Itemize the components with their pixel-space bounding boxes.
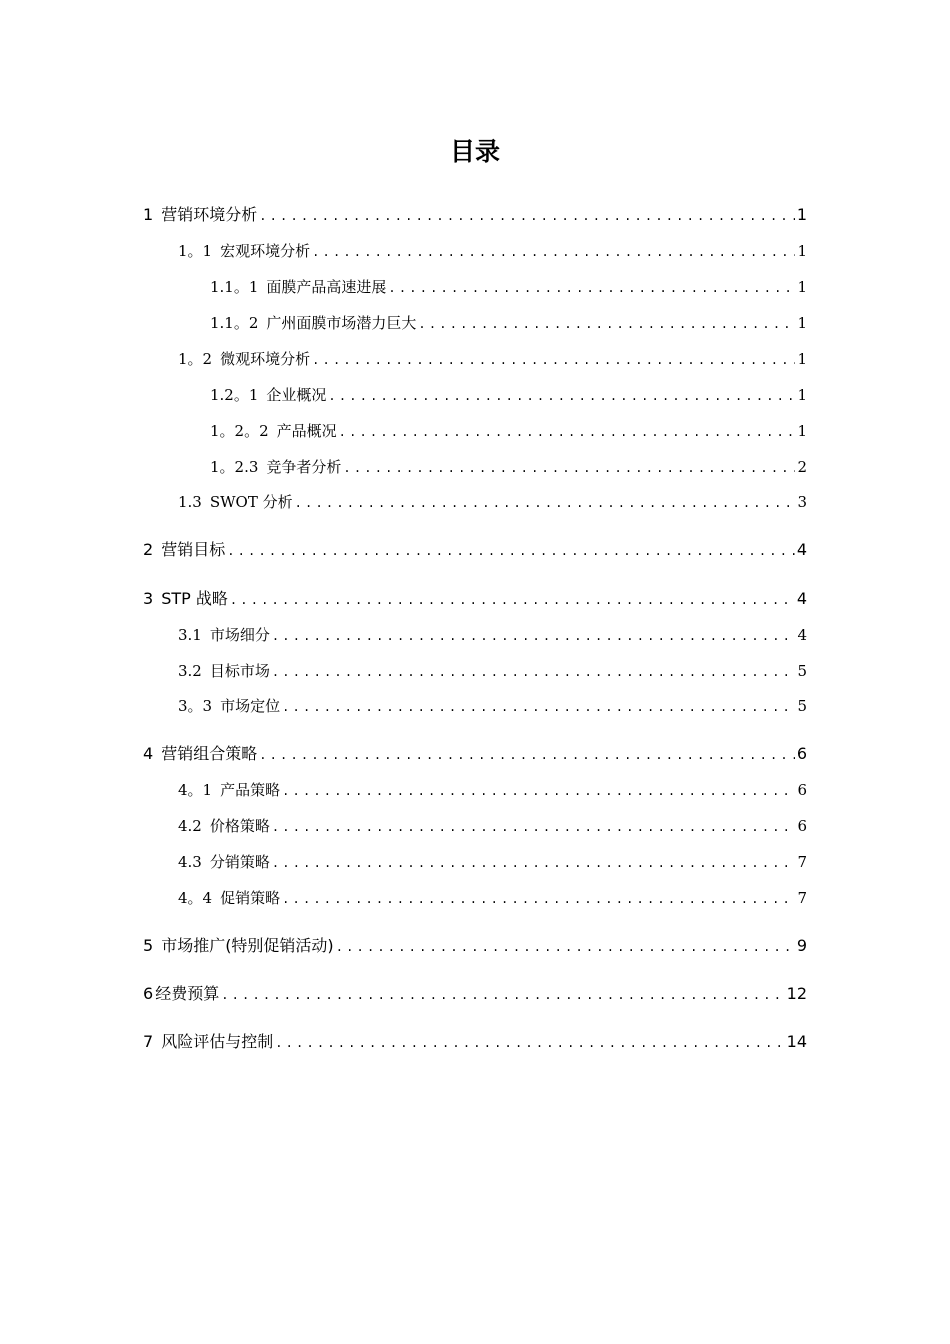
toc-entry-label: 价格策略 [209, 817, 270, 835]
toc-entry[interactable] [210, 420, 807, 442]
toc-entry-page: 2 [797, 458, 807, 476]
dot-leader [272, 816, 796, 838]
toc-entry-number: 1.1。2 [210, 314, 259, 332]
dot-leader [343, 457, 795, 479]
dot-leader [295, 492, 796, 514]
toc-entry[interactable] [143, 983, 807, 1005]
toc-entry-number: 1.1。1 [210, 278, 259, 296]
toc-entry[interactable] [143, 539, 807, 561]
toc-entry[interactable] [143, 204, 807, 226]
dot-leader [339, 421, 796, 443]
dot-leader [227, 540, 795, 562]
dot-leader [221, 984, 784, 1006]
toc-entry-label: 分销策略 [209, 853, 270, 871]
dot-leader [272, 625, 796, 647]
toc-entry-label: 企业概况 [266, 386, 327, 404]
dot-leader [275, 1032, 784, 1054]
toc-entry-number: 1 [143, 205, 154, 224]
toc-entry-page: 1 [797, 314, 807, 332]
toc-entry-label: 促销策略 [220, 889, 281, 907]
toc-entry-label: 宏观环境分析 [220, 242, 311, 260]
dot-leader [272, 852, 796, 874]
toc-entry[interactable] [178, 851, 807, 873]
toc-entry-number: 4 [143, 744, 154, 763]
toc-entry-number: 4。1 [178, 781, 213, 799]
toc-entry-page: 14 [786, 1032, 807, 1051]
toc-entry-number: 1.3 [178, 493, 202, 511]
toc-entry[interactable] [178, 660, 807, 682]
toc-entry[interactable] [178, 887, 807, 909]
toc-entry[interactable] [210, 384, 807, 406]
toc-entry-page: 1 [796, 205, 807, 224]
toc-entry-label: 市场推广(特别促销活动) [161, 936, 334, 955]
toc-entry-number: 1。2.3 [210, 458, 259, 476]
toc-entry-label: 竞争者分析 [266, 458, 342, 476]
toc-entry-number: 1.2。1 [210, 386, 259, 404]
dot-leader [312, 241, 795, 263]
toc-entry-page: 1 [797, 350, 807, 368]
toc-entry[interactable] [143, 588, 807, 610]
toc-entry-page: 6 [796, 744, 807, 763]
toc-entry-page: 12 [786, 984, 807, 1003]
dot-leader [230, 589, 795, 611]
dot-leader [418, 313, 795, 335]
toc-entry-page: 4 [796, 589, 807, 608]
toc-entry-label: 目标市场 [209, 662, 270, 680]
toc-entry-page: 6 [797, 781, 807, 799]
toc-entry[interactable] [210, 312, 807, 334]
toc-entry-page: 5 [797, 697, 807, 715]
toc-entry-page: 5 [797, 662, 807, 680]
toc-entry-label: 广州面膜市场潜力巨大 [266, 314, 417, 332]
toc-title: 目录 [449, 137, 500, 166]
toc-entry-page: 1 [797, 278, 807, 296]
toc-entry[interactable] [178, 779, 807, 801]
toc-entry-label: 产品概况 [276, 422, 337, 440]
toc-entry-page: 1 [797, 242, 807, 260]
toc-entry-page: 9 [796, 936, 807, 955]
dot-leader [312, 349, 795, 371]
toc-entry-label: 营销环境分析 [161, 205, 258, 224]
dot-leader [282, 888, 795, 910]
toc-entry-label: 面膜产品高速进展 [266, 278, 387, 296]
toc-entry-number: 4。4 [178, 889, 213, 907]
toc-entry-page: 6 [797, 817, 807, 835]
toc-entry-number: 1。2 [178, 350, 213, 368]
toc-entry[interactable] [143, 1031, 807, 1053]
toc-entry-page: 1 [797, 422, 807, 440]
toc-entry[interactable] [178, 624, 807, 646]
toc-entry-number: 3。3 [178, 697, 213, 715]
toc-entry-label: 营销目标 [161, 540, 226, 559]
dot-leader [282, 780, 795, 802]
toc-entry-label: 微观环境分析 [220, 350, 311, 368]
toc-entry-number: 1。2。2 [210, 422, 269, 440]
toc-entry-number: 3.2 [178, 662, 202, 680]
toc-entry[interactable] [210, 456, 807, 478]
toc-entry-page: 4 [797, 626, 807, 644]
toc-entry[interactable] [210, 276, 807, 298]
toc-entry[interactable] [143, 935, 807, 957]
toc-entry-number: 3.1 [178, 626, 202, 644]
dot-leader [259, 205, 795, 227]
toc-entry-label: 市场细分 [209, 626, 270, 644]
toc-entry-number: 4.3 [178, 853, 202, 871]
toc-entry-page: 7 [797, 853, 807, 871]
toc-entry[interactable] [178, 491, 807, 513]
toc-entry-page: 3 [797, 493, 807, 511]
toc-entry[interactable] [178, 348, 807, 370]
toc-entry-label: 市场定位 [220, 697, 281, 715]
toc-entry[interactable] [178, 240, 807, 262]
toc-entry-number: 5 [143, 936, 154, 955]
toc-entry-label: STP 战略 [161, 589, 228, 608]
toc-entry-number: 6 [143, 984, 154, 1003]
dot-leader [328, 385, 795, 407]
toc-entry-number: 1。1 [178, 242, 213, 260]
toc-entry-label: 产品策略 [220, 781, 281, 799]
toc-entry[interactable] [178, 695, 807, 717]
toc-entry-page: 7 [797, 889, 807, 907]
toc-entry-label: 营销组合策略 [161, 744, 258, 763]
dot-leader [336, 936, 795, 958]
dot-leader [388, 277, 795, 299]
toc-entry-label: 经费预算 [155, 984, 220, 1003]
dot-leader [272, 661, 796, 683]
toc-entry-label: SWOT 分析 [209, 493, 293, 511]
dot-leader [282, 696, 795, 718]
toc-entry-label: 风险评估与控制 [161, 1032, 274, 1051]
toc-entry[interactable] [178, 815, 807, 837]
toc-entry-number: 2 [143, 540, 154, 559]
toc-entry-number: 3 [143, 589, 154, 608]
toc-entry-page: 4 [796, 540, 807, 559]
toc-entry-number: 4.2 [178, 817, 202, 835]
toc-entry[interactable] [143, 743, 807, 765]
dot-leader [259, 744, 795, 766]
toc-entry-page: 1 [797, 386, 807, 404]
toc-entry-number: 7 [143, 1032, 154, 1051]
